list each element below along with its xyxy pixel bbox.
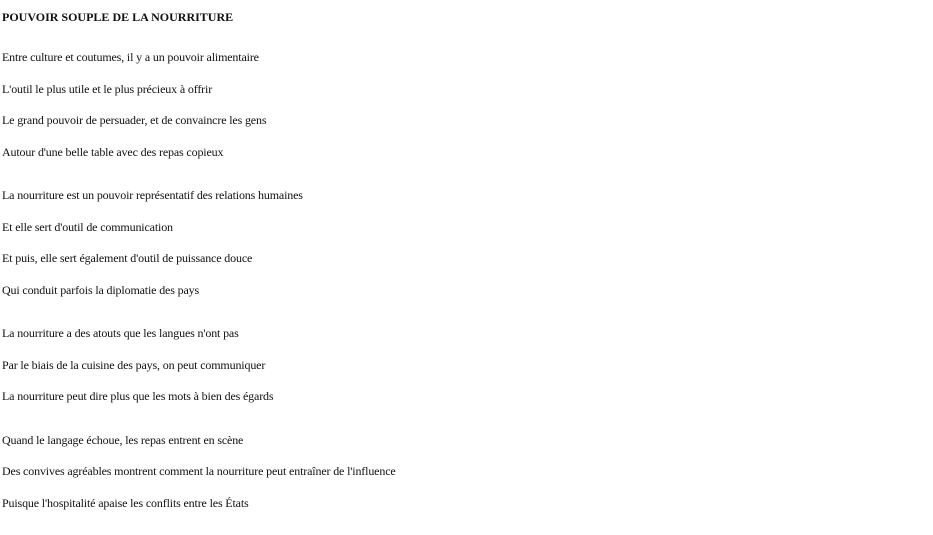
stanza-1 xyxy=(2,42,931,168)
poem-line: Par le biais de la cuisine des pays, on peut communiquer xyxy=(2,357,266,372)
poem-line: Le grand pouvoir de persuader, et de convaincre les gens xyxy=(2,113,267,127)
poem-line: La nourriture est un pouvoir représentatif des relations humaines xyxy=(2,188,303,202)
poem-line: Puisque l'hospitalité apaise les conflits entre les États xyxy=(2,495,249,510)
poem-line: Et puis, elle sert également d'outil de puissance douce xyxy=(2,251,253,265)
poem-line: Des convives agréables montrent comment la nourriture peut entraîner de l'influence xyxy=(2,464,396,478)
poem-line: La nourriture a des atouts que les langues n'ont pas xyxy=(2,326,239,340)
poem-line: Et elle sert d'outil de communication xyxy=(2,219,173,234)
stanza-2 xyxy=(2,180,931,306)
stanza-4 xyxy=(2,425,931,520)
poem-line: L'outil le plus utile et le plus précieux à offrir xyxy=(2,81,213,96)
poem-line: Qui conduit parfois la diplomatie des pays xyxy=(2,282,199,297)
stanza-3 xyxy=(2,318,931,413)
poem-line: Quand le langage échoue, les repas entrent en scène xyxy=(2,432,244,447)
poem-title: POUVOIR SOUPLE DE LA NOURRITURE xyxy=(2,10,234,24)
poem-line: Autour d'une belle table avec des repas copieux xyxy=(2,144,224,159)
poem-line: La nourriture peut dire plus que les mots à bien des égards xyxy=(2,389,274,403)
poem-line: Entre culture et coutumes, il y a un pouvoir alimentaire xyxy=(2,50,259,64)
poem xyxy=(2,4,931,531)
